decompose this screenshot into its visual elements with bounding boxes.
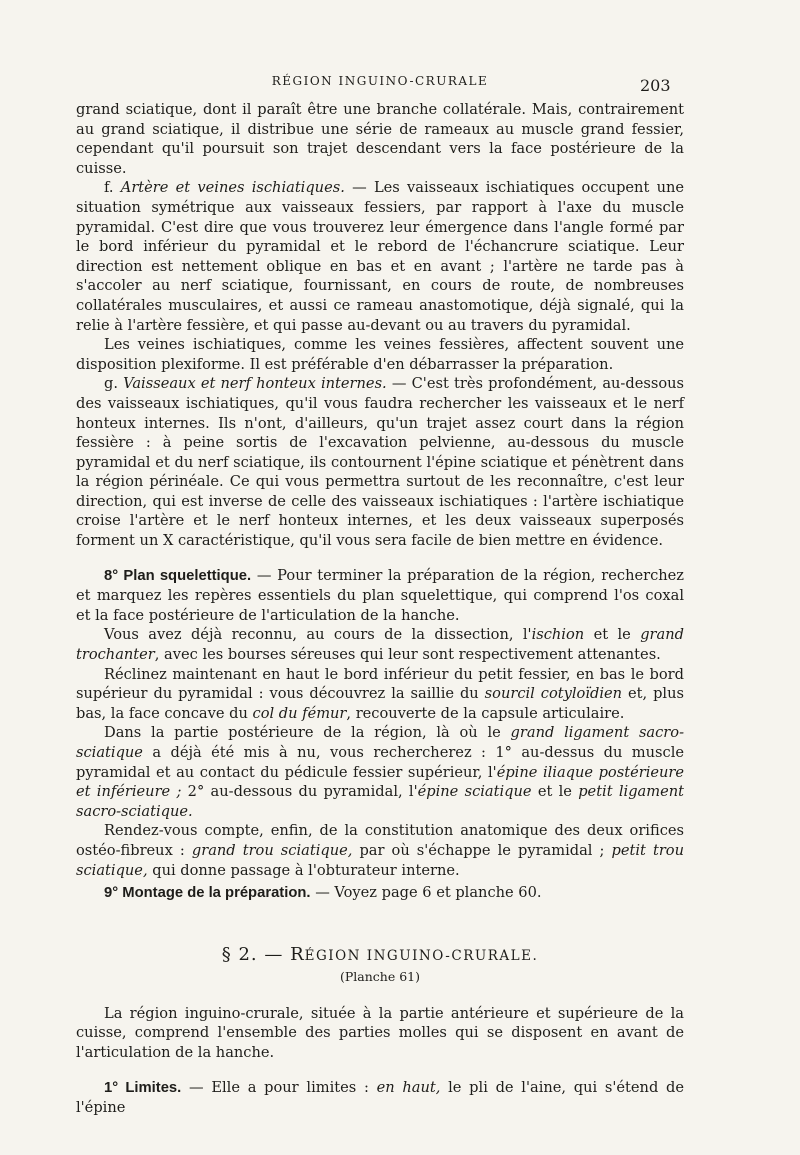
- paragraph-text: — Voyez page 6 et planche 60.: [315, 884, 542, 902]
- paragraph-orifices: [76, 821, 684, 880]
- paragraph-veines-ischiatiques: Les veines ischiatiques, comme les veines fessières, affectent souvent une disposition plexiforme. Il est préférable d'en débarrasser la préparation.: [76, 336, 684, 373]
- paragraph-reclinez: [76, 665, 684, 724]
- term-en-haut: en haut,: [376, 1078, 441, 1096]
- text-run: Vous avez déjà reconnu, au cours de la dissection, l': [104, 626, 532, 644]
- paragraph-f-arteres-ischiatiques: [76, 178, 684, 335]
- term-grand-trochanter: grand trochanter: [76, 626, 684, 664]
- term-epine-sciatique: épine sciatique: [417, 783, 532, 801]
- section-number: § 2. — R: [221, 943, 305, 965]
- heading-plan-squelettique: 8° Plan squelettique.: [104, 567, 252, 584]
- paragraph-text: — C'est très profondément, au-dessous des vaisseaux ischiatiques, qu'il vous faudra rechercher les vaisseaux et le nerf honteux internes. Ils n'ont, d'ailleurs, qu'un trajet assez court dans la région fessière : à peine sortis de l'excavation pelvienne, au-dessous du muscle pyramidal et du nerf sciatique, ils contournent l'épine sciatique et pénètrent dans la région périnéale. Ce qui vous permettra surtout de les reconnaître, c'est leur direction, qui est inverse de celle des vaisseaux ischiatiques : l'artère ischiatique croise l'artère et le nerf honteux internes, et les deux vaisseaux superposés forment un X caractéristique, qu'il vous sera facile de bien mettre en évidence.: [76, 375, 685, 550]
- text-run: et le: [531, 783, 579, 801]
- text-run: , avec les bourses séreuses qui leur sont respectivement attenantes.: [154, 646, 661, 664]
- text-run: qui donne passage à l'obturateur interne.: [147, 861, 460, 879]
- item-label-f: f.: [104, 179, 114, 197]
- term-petit-ligament: petit ligament sacro-sciatique.: [76, 783, 684, 820]
- text-run: , recouverte de la capsule articulaire.: [346, 704, 625, 722]
- text-run: et, plus bas, la face concave du: [76, 685, 684, 722]
- text-run: Rendez-vous compte, enfin, de la constitution anatomique des deux orifices ostéo-fibreux :: [76, 822, 684, 859]
- term-ischion: ischion: [531, 626, 585, 644]
- planche-reference: (Planche 61): [340, 968, 420, 984]
- paragraph-grand-sciatique: grand sciatique, dont il paraît être une branche collatérale. Mais, contrairement au grand sciatique, il distribue une série de rameaux au muscle grand fessier, cependant qu'il poursuit son trajet descendant vers la face postérieure de la cuisse.: [76, 101, 684, 177]
- paragraph-montage: [76, 883, 684, 904]
- term-grand-ligament: grand ligament sacro-sciatique: [76, 724, 685, 761]
- text-run: — Elle a pour limites :: [189, 1078, 377, 1096]
- text-run: Dans la partie postérieure de la région, là où le: [104, 724, 511, 742]
- paragraph-limites: [76, 1078, 684, 1118]
- text-run: 2° au-dessous du pyramidal, l': [181, 783, 418, 801]
- paragraph-text: — Les vaisseaux ischiatiques occupent une situation symétrique aux vaisseaux fessiers, par rapport à l'axe du muscle pyramidal. C'est dire que vous trouverez leur émergence dans l'angle formé par le bord inférieur du pyramidal et le rebord de l'échancrure sciatique. Leur direction est nettement oblique en bas et en avant ; l'artère ne tarde pas à s'accoler au nerf sciatique, fournissant, en cours de route, de nombreuses collatérales musculaires, et aussi ce rameau anastomotique, déjà signalé, qui la relie à l'artère fessière, et qui passe au-devant ou au travers du pyramidal.: [76, 179, 685, 334]
- text-run: le pli de l'aine, qui s'étend de l'épine: [76, 1078, 685, 1117]
- text-run: a déjà été mis à nu, vous rechercherez : 1° au-dessus du muscle pyramidal et au contact du pédicule fessier supérieur, l': [76, 744, 684, 781]
- term-col-du-femur: col du fémur: [252, 704, 347, 722]
- paragraph-text: — Pour terminer la préparation de la région, recherchez et marquez les repères essentiels du plan squelettique, qui comprend l'os coxal et la face postérieure de l'articulation de la hanche.: [76, 566, 684, 624]
- paragraph-ischion: [76, 625, 684, 664]
- subheading-artere-veines-ischiatiques: Artère et veines ischiatiques.: [120, 179, 345, 197]
- section-title: [76, 944, 684, 965]
- term-sourcil-cotyloidien: sourcil cotyloïdien: [484, 685, 623, 703]
- page-body: [76, 100, 684, 1118]
- running-header: RÉGION INGUINO-CRURALE: [271, 74, 489, 88]
- paragraph-partie-posterieure: [76, 723, 684, 821]
- text-run: Réclinez maintenant en haut le bord inférieur du petit fessier, en bas le bord supérieur du pyramidal : vous découvrez la saillie du: [76, 665, 684, 703]
- term-petit-trou-sciatique: petit trou sciatique,: [76, 841, 684, 879]
- term-grand-trou-sciatique: grand trou sciatique,: [191, 841, 353, 859]
- subheading-vaisseaux-nerf-honteux: Vaisseaux et nerf honteux internes.: [123, 375, 387, 393]
- text-run: par où s'échappe le pyramidal ;: [352, 841, 612, 859]
- text-run: et le: [584, 626, 641, 644]
- heading-montage: 9° Montage de la préparation.: [104, 885, 311, 902]
- page-number: 203: [640, 76, 671, 95]
- item-label-g: g.: [104, 375, 118, 393]
- heading-limites: 1° Limites.: [104, 1079, 182, 1096]
- term-epine-iliaque: épine iliaque postérieure et inférieure ;: [76, 763, 685, 801]
- paragraph-region-intro: La région inguino-crurale, située à la partie antérieure et supérieure de la cuisse, comprend l'ensemble des parties molles qui se disposent en avant de l'articulation de la hanche.: [76, 1004, 684, 1061]
- paragraph-g-vaisseaux-honteux: [76, 374, 684, 550]
- paragraph-plan-squelettique: [76, 566, 684, 626]
- section-title-text: ÉGION INGUINO-CRURALE.: [304, 947, 539, 964]
